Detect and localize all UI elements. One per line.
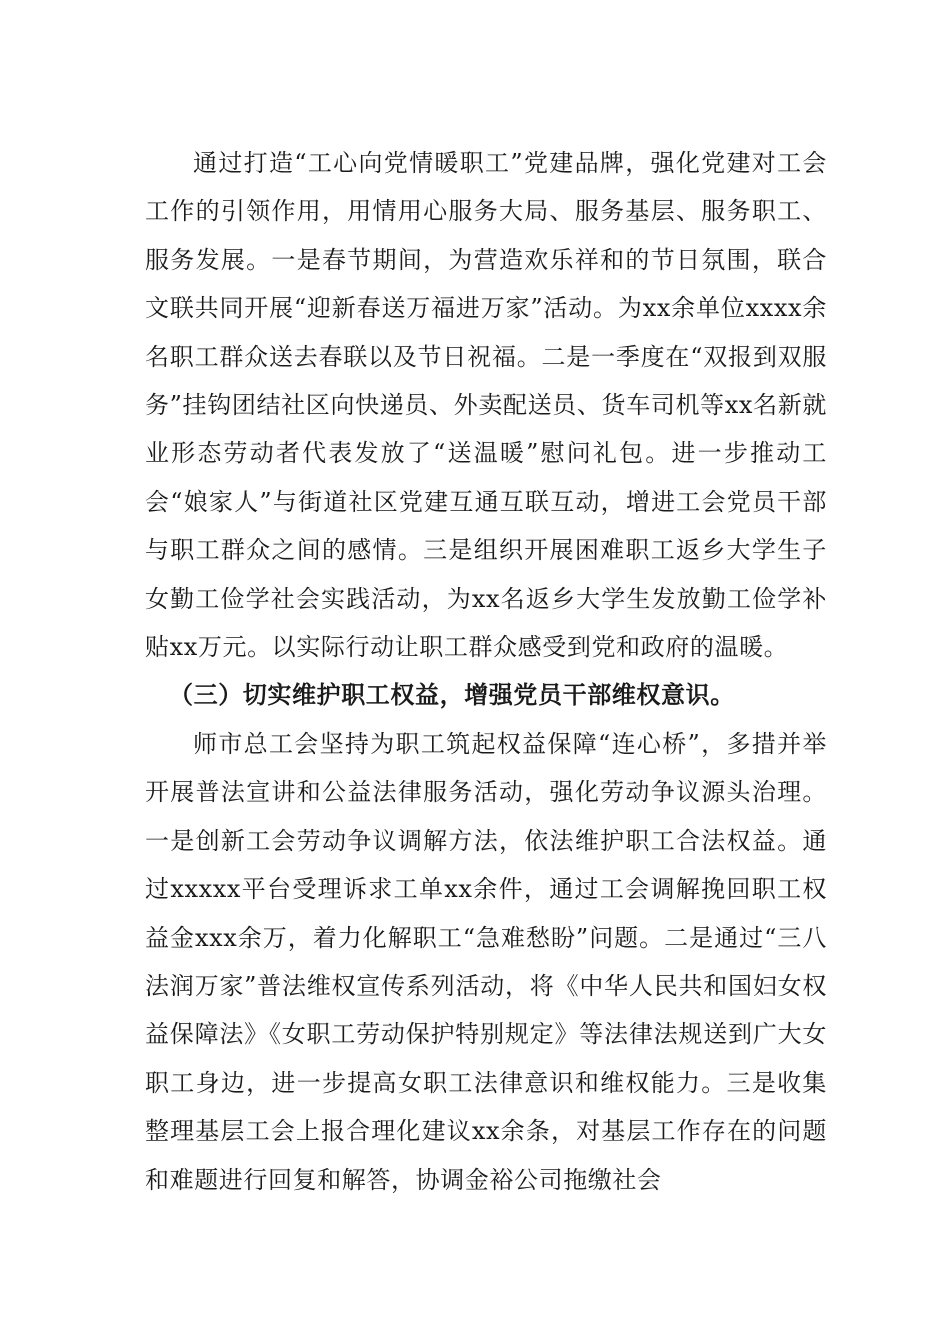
document-body — [145, 139, 827, 1204]
section-heading-3: （三）切实维护职工权益，增强党员干部维权意识。 — [169, 680, 735, 710]
paragraph-party-brand: 通过打造“工心向党情暖职工”党建品牌，强化党建对工会工作的引领作用，用情用心服务大局、服务基层、服务职工、服务发展。一是春节期间，为营造欢乐祥和的节日氛围，联合文联共同开展“迎新春送万福进万家”活动。为xx余单位xxxx余名职工群众送去春联以及节日祝福。二是一季度在“双报到双服务”挂钩团结社区向快递员、外卖配送员、货车司机等xx名新就业形态劳动者代表发放了“送温暖”慰问礼包。进一步推动工会“娘家人”与街道社区党建互通互联互动，增进工会党员干部与职工群众之间的感情。三是组织开展困难职工返乡大学生子女勤工俭学社会实践活动，为xx名返乡大学生发放勤工俭学补贴xx万元。以实际行动让职工群众感受到党和政府的温暖。 — [145, 149, 827, 662]
paragraph-worker-rights: 师市总工会坚持为职工筑起权益保障“连心桥”，多措并举开展普法宣讲和公益法律服务活动，强化劳动争议源头治理。一是创新工会劳动争议调解方法，依法维护职工合法权益。通过xxxxx平台受理诉求工单xx余件，通过工会调解挽回职工权益金xxx余万，着力化解职工“急难愁盼”问题。二是通过“三八法润万家”普法维权宣传系列活动，将《中华人民共和国妇女权益保障法》《女职工劳动保护特别规定》等法律法规送到广大女职工身边，进一步提高女职工法律意识和维权能力。三是收集整理基层工会上报合理化建议xx余条，对基层工作存在的问题和难题进行回复和解答，协调金裕公司拖缴社会 — [145, 729, 827, 1194]
